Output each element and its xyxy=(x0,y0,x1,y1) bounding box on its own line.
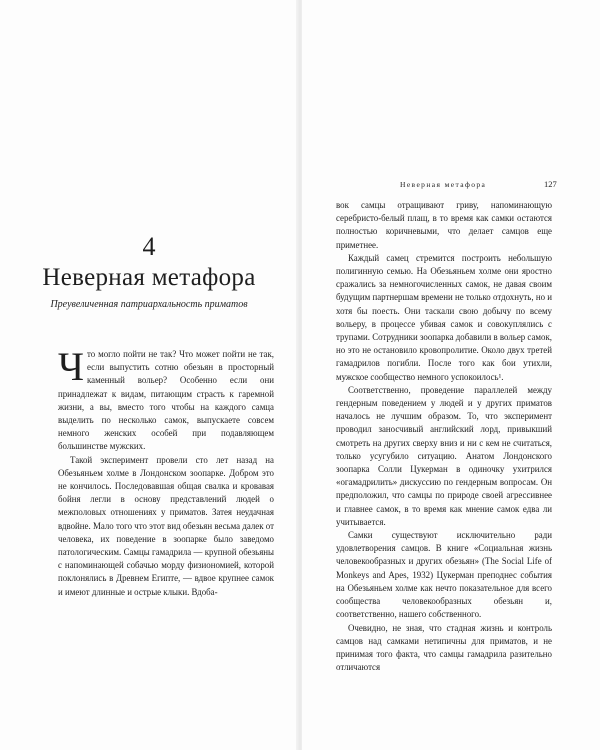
running-head: Неверная метафора xyxy=(400,180,487,189)
paragraph: Каждый самец стремится построить небольшую полигинную семью. На Обезьяньем холме они яростно сражались за немногочисленных самок, не давая своим будущим партнершам времени не только отдохнуть, но и хотя бы поесть. Они таскали свою добычу по всему вольеру, в процессе убивая самок и совокуплялись с трупами. Сотрудники зоопарка добавили в вольер самок, но это не остановило кровопролитие. Около двух третей гамадрилов погибли. После того как бои утихли, мужское сообщество немного успокоилось¹. xyxy=(336,252,552,382)
right-page xyxy=(302,0,600,750)
paragraph: Самки существуют исключительно ради удовлетворения самцов. В книге «Социальная жизнь человекообразных и других обезьян» (The Social Life of Monkeys and Apes, 1932) Цукерман преподнес события на Обезьяньем холме как нечто показательное для всего сообщества человекообразных обезьян и, соответственно, нашего собственного. xyxy=(336,530,552,620)
right-body-text xyxy=(336,199,552,674)
chapter-title: Неверная метафора xyxy=(42,264,256,291)
paragraph-text: то могло пойти не так? Что может пойти не так, если выпустить сотню обезьян в просторный каменный вольер? Особенно если они принадлежат к видам, питающим страсть к гаремной жизни, а вы, вместо того чтобы на каждого самца выделить по несколько самок, выпускаете совсем немного женских особей при подавляющем большинстве мужских. xyxy=(58,349,274,452)
paragraph xyxy=(58,344,274,454)
paragraph: вок самцы отращивают гриву, напоминающую серебристо-белый плащ, в то время как самки остаются полностью коричневыми, что делает самцов еще приметнее. xyxy=(336,200,552,250)
paragraph: Такой эксперимент провели сто лет назад на Обезьяньем холме в Лондонском зоопарке. Добром это не кончилось. Последовавшая общая свалка и кровавая бойня легли в основу представлений людей о межполовых отношениях у приматов. Затея неудачная вдвойне. Мало того что этот вид обезьян весьма далек от человека, их поведение в зоопарке было заведомо патологическим. Самцы гамадрила — крупной обезьяны с напоминающей собачью морду физиономией, которой поклонялись в Древнем Египте, — вдвое крупнее самок и имеют длинные и острые клыки. Вдоба- xyxy=(58,454,274,597)
chapter-number: 4 xyxy=(142,232,156,261)
left-body-text xyxy=(58,344,274,599)
page-number: 127 xyxy=(544,179,557,189)
paragraph: Соответственно, проведение параллелей между гендерным поведением у людей и у других приматов началось не лучшим образом. То, что эксперимент проводил заносчивый английский лорд, привыкший смотреть на других сверху вниз и ни с кем не считаться, только усугубило ситуацию. Анатом Лондонского зоопарка Солли Цукерман в одиночку ухитрился «огамадрилить» дискуссию по гендерным вопросам. Он предположил, что самцы по природе своей агрессивнее и главнее самок, в то время как мнение самок едва ли учитывается. xyxy=(336,384,552,527)
chapter-subtitle: Преувеличенная патриархальность приматов xyxy=(50,299,248,310)
drop-cap: Ч xyxy=(58,344,84,389)
paragraph: Очевидно, не зная, что стадная жизнь и контроль самцов над самками нетипичны для приматов, и не принимая того факта, что самцы гамадрила разительно отличаются xyxy=(336,622,552,673)
left-page xyxy=(0,0,298,750)
